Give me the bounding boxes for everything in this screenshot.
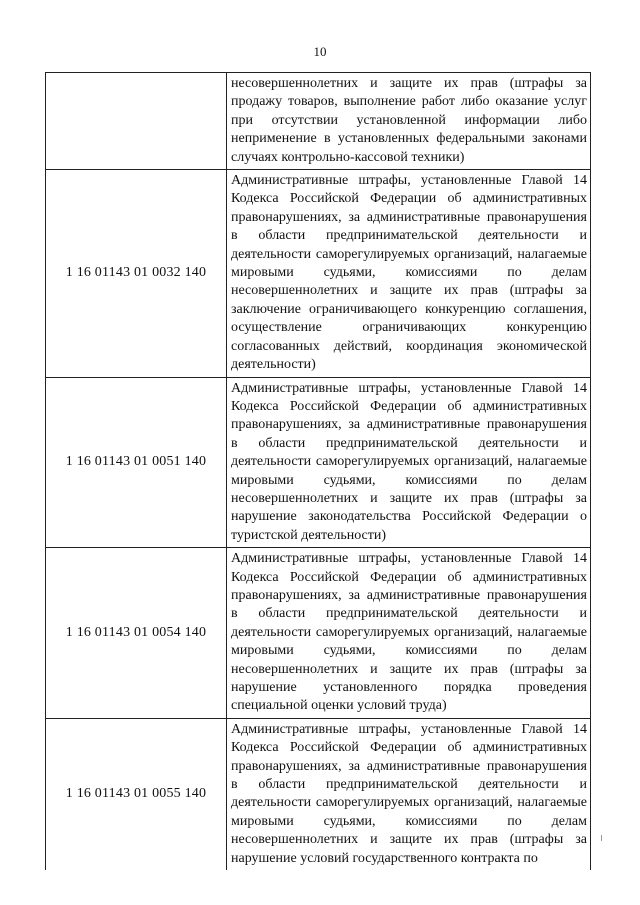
table-row (46, 73, 591, 170)
budget-code-cell: 1 16 01143 01 0032 140 (46, 170, 227, 377)
budget-codes-table (45, 72, 591, 870)
description-cell (227, 377, 591, 548)
description-cell (227, 718, 591, 870)
description-text: Административные штрафы, установленные Главой 14 Кодекса Российской Федерации об административных правонарушениях, за административные правонарушения в области предпринимательской деятельности и деятельности саморегулируемых организаций, налагаемые мировыми судьями, комиссиями по делам несовершеннолетних и защите их прав (штрафы за нарушение условий государственного контракта по (231, 721, 587, 866)
description-text: Административные штрафы, установленные Главой 14 Кодекса Российской Федерации об административных правонарушениях, за административные правонарушения в области предпринимательской деятельности и деятельности саморегулируемых организаций, налагаемые мировыми судьями, комиссиями по делам несовершеннолетних и защите их прав (штрафы за нарушение установленного порядка проведения специальной оценки условий труда) (231, 551, 587, 714)
table-row (46, 170, 591, 377)
description-text: Административные штрафы, установленные Главой 14 Кодекса Российской Федерации об административных правонарушениях, за административные правонарушения в области предпринимательской деятельности и деятельности саморегулируемых организаций, налагаемые мировыми судьями, комиссиями по делам несовершеннолетних и защите их прав (штрафы за нарушение законодательства Российской Федерации о туристской деятельности) (231, 380, 587, 543)
table-row (46, 377, 591, 548)
budget-code-cell (46, 73, 227, 170)
description-text: несовершеннолетних и защите их прав (штрафы за продажу товаров, выполнение работ либо оказание услуг при отсутствии установленной информации либо неприменение в установленных федеральными законами случаях контрольно-кассовой техники) (231, 76, 587, 165)
description-text: Административные штрафы, установленные Главой 14 Кодекса Российской Федерации об административных правонарушениях, за административные правонарушения в области предпринимательской деятельности и деятельности саморегулируемых организаций, налагаемые мировыми судьями, комиссиями по делам несовершеннолетних и защите их прав (штрафы за заключение ограничивающего конкуренцию соглашения, осуществление ограничивающих конкуренцию согласованных действий, координация экономической деятельности) (231, 173, 587, 373)
budget-code-cell: 1 16 01143 01 0055 140 (46, 718, 227, 870)
budget-code-cell: 1 16 01143 01 0051 140 (46, 377, 227, 548)
description-cell (227, 170, 591, 377)
budget-code-cell: 1 16 01143 01 0054 140 (46, 548, 227, 719)
description-cell (227, 548, 591, 719)
table-row (46, 548, 591, 719)
description-cell (227, 73, 591, 170)
scan-margin-mark (601, 835, 602, 841)
page-number: 10 (313, 44, 327, 59)
table-row (46, 718, 591, 870)
